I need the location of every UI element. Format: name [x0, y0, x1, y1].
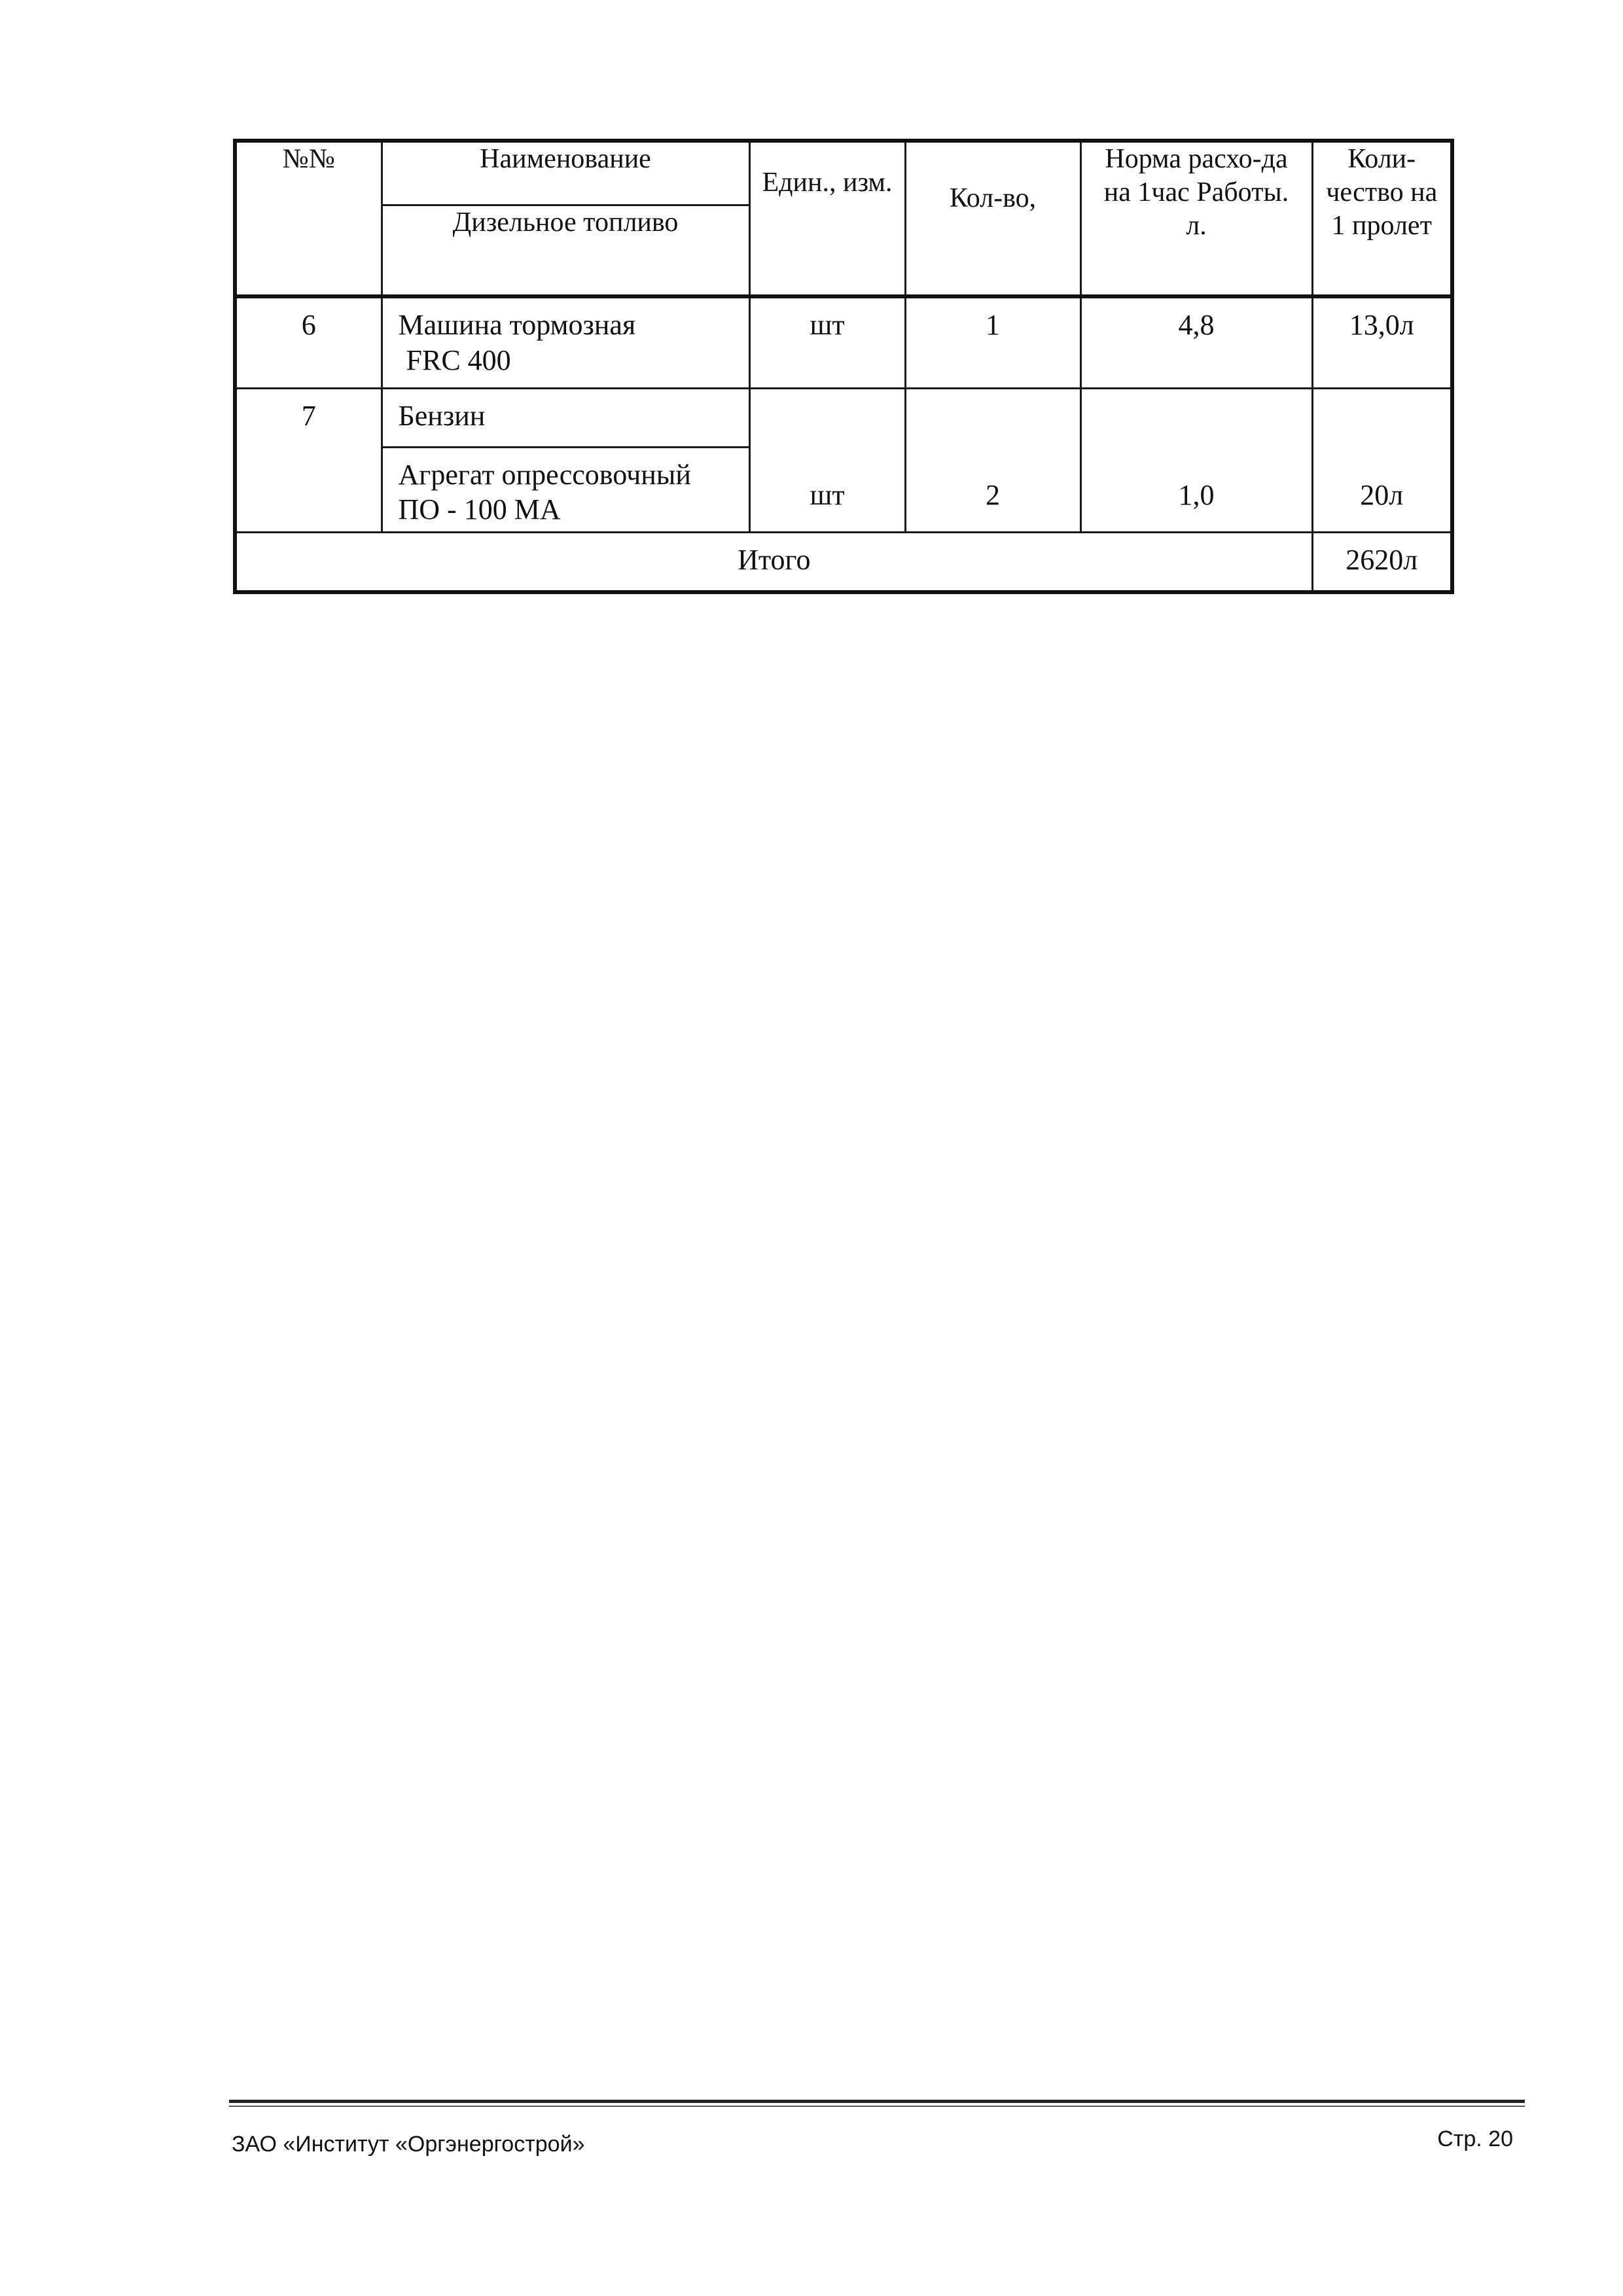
- row-name: [382, 296, 749, 388]
- row-number: 7: [235, 388, 382, 532]
- table-row: [235, 296, 1452, 388]
- header-norm: Норма расхо-да на 1час Работы. л.: [1080, 141, 1312, 296]
- fuel-consumption-table: [233, 139, 1454, 594]
- row-quantity: 1: [905, 296, 1080, 388]
- footer-page-number: Стр. 20: [1437, 2127, 1513, 2151]
- header-unit: Един., изм.: [749, 141, 905, 296]
- footer-rule: [229, 2100, 1525, 2103]
- row-name-line1: Машина тормозная: [398, 309, 636, 341]
- row-number: 6: [235, 296, 382, 388]
- row-name-line2: FRC 400: [406, 344, 511, 376]
- total-label: Итого: [235, 532, 1312, 592]
- row-amount: 13,0л: [1312, 296, 1452, 388]
- row-name: [382, 447, 749, 532]
- row-quantity: 2: [905, 388, 1080, 532]
- row-unit: шт: [749, 388, 905, 532]
- row-group-petrol: Бензин: [382, 388, 749, 447]
- header-diesel-fuel: Дизельное топливо: [382, 205, 749, 296]
- row-name-line2: ПО - 100 МА: [398, 493, 561, 526]
- row-norm: 4,8: [1080, 296, 1312, 388]
- table-row: [235, 388, 1452, 447]
- footer-company: ЗАО «Институт «Оргэнергострой»: [232, 2132, 585, 2157]
- row-name-line1: Агрегат опрессовочный: [398, 458, 691, 491]
- total-row: [235, 532, 1452, 592]
- header-quantity: Кол-во,: [905, 141, 1080, 296]
- row-amount: 20л: [1312, 388, 1452, 532]
- header-number: №№: [235, 141, 382, 296]
- row-unit: шт: [749, 296, 905, 388]
- row-norm: 1,0: [1080, 388, 1312, 532]
- footer-rule-thin: [229, 2106, 1525, 2107]
- total-value: 2620л: [1312, 532, 1452, 592]
- header-amount: Коли-чество на 1 пролет: [1312, 141, 1452, 296]
- header-name: Наименование: [382, 141, 749, 205]
